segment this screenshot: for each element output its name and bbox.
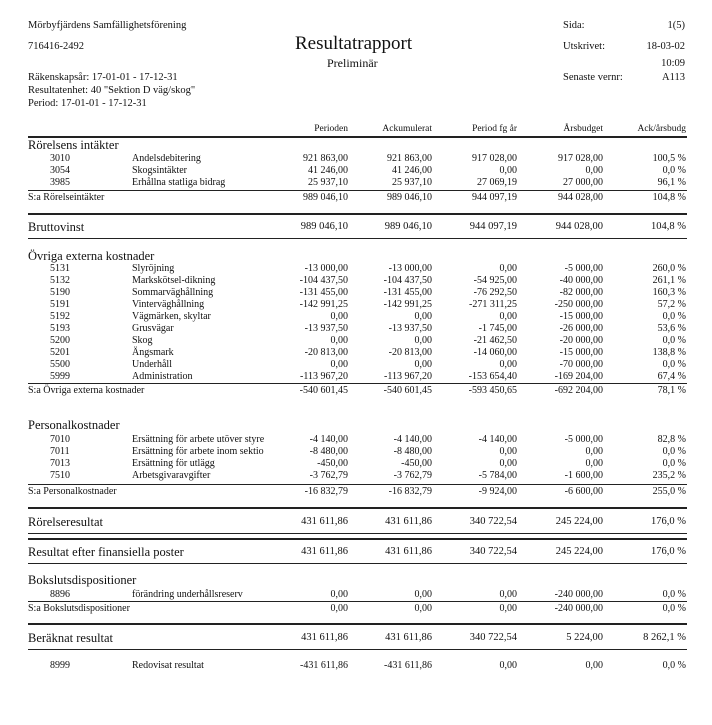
printed-date: 18-03-02: [646, 41, 685, 52]
fiscal-year: Räkenskapsår: 17-01-01 - 17-12-31: [28, 72, 178, 83]
total-rule: [28, 533, 687, 534]
col-header-ackumulerat: Ackumulerat: [382, 124, 432, 134]
sum-row: S:a Personalkostnader -16 832,79 -16 832,79 -9 924,00 -6 600,00 255,0 %: [28, 486, 686, 497]
table-row: 5999 Administration -113 967,20 -113 967,20 -153 654,40 -169 204,00 67,4 %: [50, 371, 686, 382]
table-row: 5192 Vägmärken, skyltar 0,00 0,00 0,00 -15 000,00 0,0 %: [50, 311, 686, 322]
table-row: 3054 Skogsintäkter 41 246,00 41 246,00 0,00 0,00 0,0 %: [50, 165, 686, 176]
report-subtitle: Preliminär: [327, 56, 378, 70]
total-rule: [28, 563, 687, 564]
table-row: 5190 Sommarväghållning -131 455,00 -131 455,00 -76 292,50 -82 000,00 160,3 %: [50, 287, 686, 298]
table-row: 5201 Ängsmark -20 813,00 -20 813,00 -14 060,00 -15 000,00 138,8 %: [50, 347, 686, 358]
printed-label: Utskrivet:: [563, 41, 605, 52]
page-value: 1(5): [667, 20, 685, 31]
table-row: 8896 förändring underhållsreserv 0,00 0,00 0,00 -240 000,00 0,0 %: [50, 589, 686, 600]
total-rule: [28, 649, 687, 650]
sum-rule: [28, 383, 687, 384]
beraknat-resultat-row: Beräknat resultat 431 611,86 431 611,86 340 722,54 5 224,00 8 262,1 %: [28, 631, 686, 645]
total-rule: [28, 507, 687, 509]
section-title: Bokslutsdispositioner: [28, 573, 137, 587]
table-row: 5132 Markskötsel-dikning -104 437,50 -104 437,50 -54 925,00 -40 000,00 261,1 %: [50, 275, 686, 286]
table-row: 7510 Arbetsgivaravgifter -3 762,79 -3 762,79 -5 784,00 -1 600,00 235,2 %: [50, 470, 686, 481]
rorelseresultat-row: Rörelseresultat 431 611,86 431 611,86 340 722,54 245 224,00 176,0 %: [28, 515, 686, 529]
report-title: Resultatrapport: [295, 33, 413, 54]
total-rule: [28, 538, 687, 540]
result-unit: Resultatenhet: 40 "Sektion D väg/skog": [28, 85, 196, 96]
period: Period: 17-01-01 - 17-12-31: [28, 98, 147, 109]
version-value: A113: [662, 72, 685, 83]
table-row: 5500 Underhåll 0,00 0,00 0,00 -70 000,00 0,0 %: [50, 359, 686, 370]
col-header-period-fg-ar: Period fg år: [472, 124, 517, 134]
sum-row: S:a Rörelseintäkter 989 046,10 989 046,10 944 097,19 944 028,00 104,8 %: [28, 192, 686, 203]
total-rule: [28, 623, 687, 625]
table-row: 3985 Erhållna statliga bidrag 25 937,10 25 937,10 27 069,19 27 000,00 96,1 %: [50, 177, 686, 188]
bruttovinst-row: Bruttovinst 989 046,10 989 046,10 944 097,19 944 028,00 104,8 %: [28, 220, 686, 234]
section-title: Rörelsens intäkter: [28, 138, 119, 152]
org-name: Mörbyfjärdens Samfällighetsförening: [28, 20, 187, 31]
sum-rule: [28, 190, 687, 191]
total-rule: [28, 213, 687, 215]
table-row: 7011 Ersättning för arbete inom sektio -8 480,00 -8 480,00 0,00 0,00 0,0 %: [50, 446, 686, 457]
header-rule: [28, 136, 687, 138]
sum-row: S:a Övriga externa kostnader -540 601,45 -540 601,45 -593 450,65 -692 204,00 78,1 %: [28, 385, 686, 396]
col-header-ack-arsbudg: Ack/årsbudg: [637, 124, 686, 134]
table-row: 7010 Ersättning för arbete utöver styre -4 140,00 -4 140,00 -4 140,00 -5 000,00 82,8 %: [50, 434, 686, 445]
table-row: 5191 Vinterväghållning -142 991,25 -142 991,25 -271 311,25 -250 000,00 57,2 %: [50, 299, 686, 310]
redovisat-resultat-row: 8999 Redovisat resultat -431 611,86 -431 611,86 0,00 0,00 0,0 %: [50, 660, 686, 671]
table-row: 3010 Andelsdebitering 921 863,00 921 863,00 917 028,00 917 028,00 100,5 %: [50, 153, 686, 164]
efter-finansiella-row: Resultat efter finansiella poster 431 611,86 431 611,86 340 722,54 245 224,00 176,0 %: [28, 545, 686, 559]
version-label: Senaste vernr:: [563, 72, 623, 83]
col-header-perioden: Perioden: [314, 124, 348, 134]
sum-row: S:a Bokslutsdispositioner 0,00 0,00 0,00 -240 000,00 0,0 %: [28, 603, 686, 614]
org-number: 716416-2492: [28, 41, 84, 52]
sum-rule: [28, 484, 687, 485]
total-rule: [28, 238, 687, 239]
table-row: 5200 Skog 0,00 0,00 -21 462,50 -20 000,00 0,0 %: [50, 335, 686, 346]
table-row: 7013 Ersättning för utlägg -450,00 -450,00 0,00 0,00 0,0 %: [50, 458, 686, 469]
page-label: Sida:: [563, 20, 585, 31]
section-title: Personalkostnader: [28, 418, 120, 432]
table-row: 5193 Grusvägar -13 937,50 -13 937,50 -1 745,00 -26 000,00 53,6 %: [50, 323, 686, 334]
printed-time: 10:09: [661, 58, 685, 69]
sum-rule: [28, 601, 687, 602]
col-header-arsbudget: Årsbudget: [563, 124, 603, 134]
table-row: 5131 Slyröjning -13 000,00 -13 000,00 0,00 -5 000,00 260,0 %: [50, 263, 686, 274]
section-title: Övriga externa kostnader: [28, 249, 155, 263]
